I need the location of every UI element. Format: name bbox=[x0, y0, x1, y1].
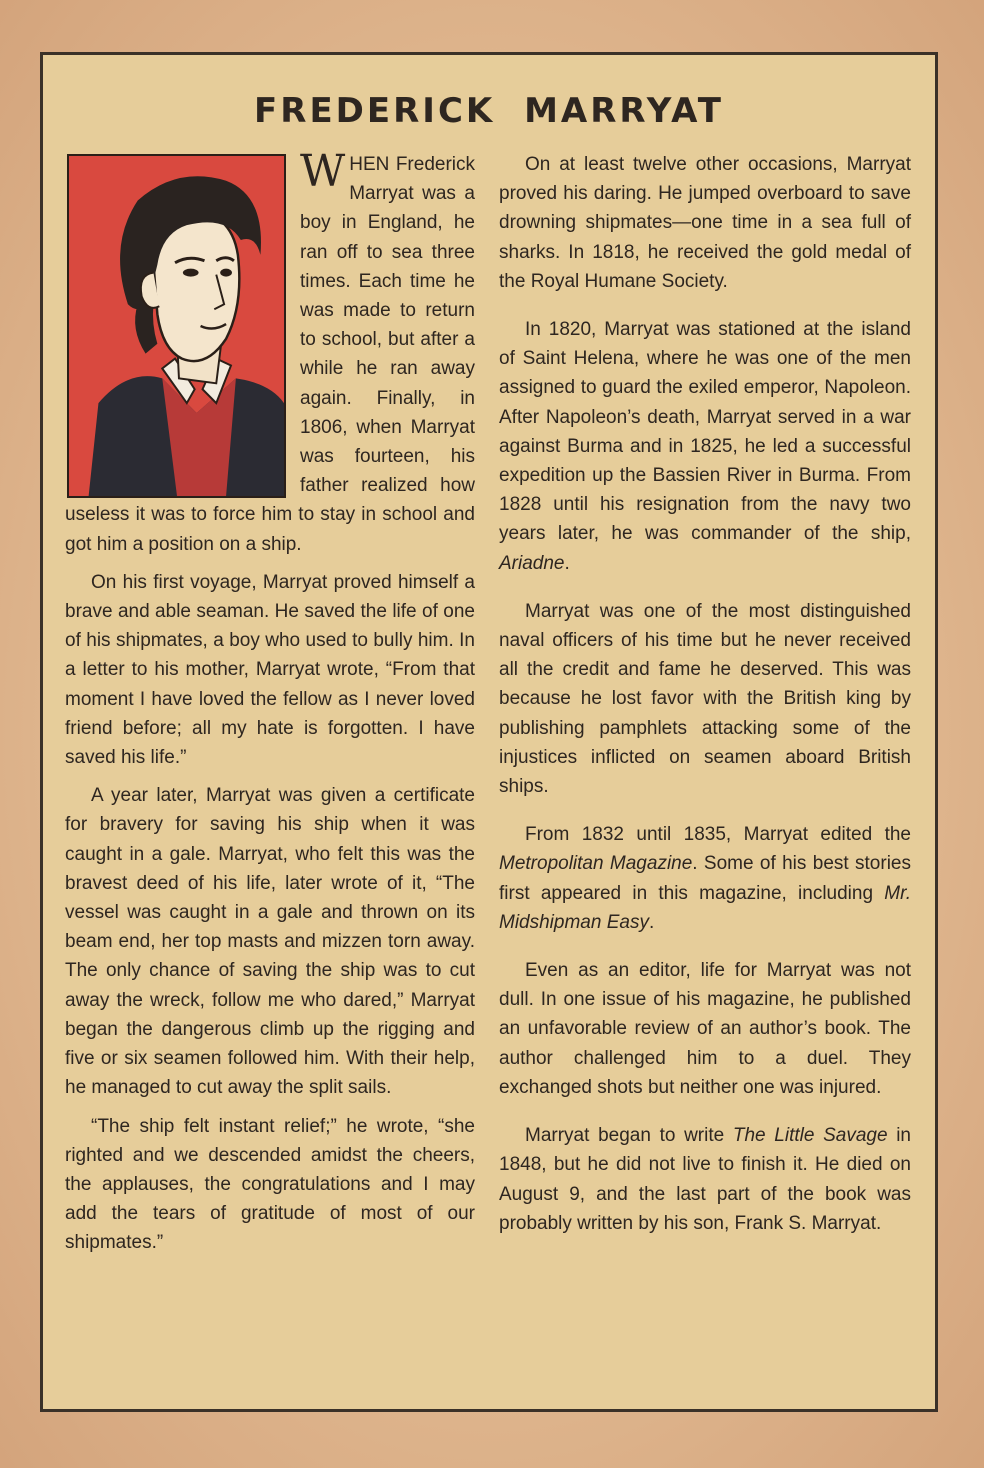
paragraph-6-text: In 1820, Marryat was stationed at the island of Saint Helena, where he was one of the men assigned to guard the exiled emperor, Napoleon. After Napoleon’s death, Marryat served in a war against Burma and in 1825, he led a successful expedition up the Bassien River in Burma. From 1828 until his resignation from the navy two years later, he was commander of the ship, bbox=[499, 319, 911, 545]
paragraph-5: On at least twelve other occasions, Marryat proved his daring. He jumped overboard to save drowning shipmates—one time in a sea full of sharks. In 1818, he received the gold medal of the Royal Humane Society. bbox=[499, 154, 911, 292]
paragraph-10-text-a: Marryat began to write bbox=[525, 1125, 725, 1147]
paragraph-8-text-a: From 1832 until 1835, Marryat edited the bbox=[525, 824, 911, 846]
paragraph-9: Even as an editor, life for Marryat was not dull. In one issue of his magazine, he published an unfavorable review of an author’s book. The author challenged him to a duel. They exchanged shots but neither one was injured. bbox=[499, 960, 911, 1098]
book-title-easy: Mr. Midshipman Easy bbox=[499, 882, 912, 933]
punctuation: . bbox=[648, 911, 655, 933]
article-frame bbox=[40, 52, 938, 1412]
punctuation: . bbox=[564, 552, 570, 574]
ship-name: Ariadne bbox=[499, 552, 565, 574]
paragraph-8-text-b: . Some of his best stories first appeared in this magazine, including bbox=[499, 853, 911, 904]
paragraph-10-text-b: in 1848, but he did not live to finish it. He died on August 9, and the last part of the book was probably written by his son, Frank S. Marryat. bbox=[499, 1125, 911, 1234]
paragraph-8 bbox=[499, 820, 911, 937]
paragraph-2: On his first voyage, Marryat proved himself a brave and able seaman. He saved the life of one of his shipmates, a boy who used to bully him. In a letter to his mother, Marryat wrote, “From that moment I have loved the fellow as I never loved friend before; all my hate is forgotten. I have saved his life.” bbox=[65, 571, 475, 769]
drop-cap: W bbox=[300, 146, 346, 197]
paragraph-6 bbox=[499, 315, 911, 578]
paragraph-3: A year later, Marryat was given a certificate for bravery for saving his ship when it was caught in a gale. Marryat, who felt this was the bravest deed of his life, later wrote of it, “The vessel was caught in a gale and thrown on its beam end, her top masts and mizzen torn away. The only chance of saving the ship was to cut away the wreck, follow me who dared,” Marryat began the dangerous climb up the rigging and five or six seamen followed him. With their help, he managed to cut away the split sails. bbox=[65, 785, 475, 1099]
portrait-illustration bbox=[67, 154, 286, 498]
portrait-figure bbox=[69, 156, 284, 496]
book-title-savage: The Little Savage bbox=[732, 1125, 888, 1147]
paragraph-4: “The ship felt instant relief;” he wrote, “she righted and we descended amidst the cheers, the applauses, the congratulations and I may add the tears of gratitude of most of our shipmates.” bbox=[65, 1115, 475, 1254]
paragraph-1-text: HEN Frederick Marryat was a boy in England, he ran off to sea three times. Each time he was made to return to school, but after a while he ran away again. Finally, in 1806, when Marryat was fourteen, his father realized how useless it was to force him to stay in school and got him a position on a ship. bbox=[65, 154, 475, 555]
paragraph-10 bbox=[499, 1121, 911, 1238]
left-column bbox=[65, 146, 475, 1258]
right-column bbox=[499, 150, 911, 1257]
paragraph-7: Marryat was one of the most distinguished naval officers of his time but he never received all the credit and fame he deserved. This was because he lost favor with the British king by publishing pamphlets attacking some of the injustices inflicted on seamen aboard British ships. bbox=[499, 600, 911, 798]
magazine-title: Metropolitan Magazine bbox=[499, 853, 693, 875]
article-title: FREDERICK MARRYAT bbox=[254, 91, 724, 131]
